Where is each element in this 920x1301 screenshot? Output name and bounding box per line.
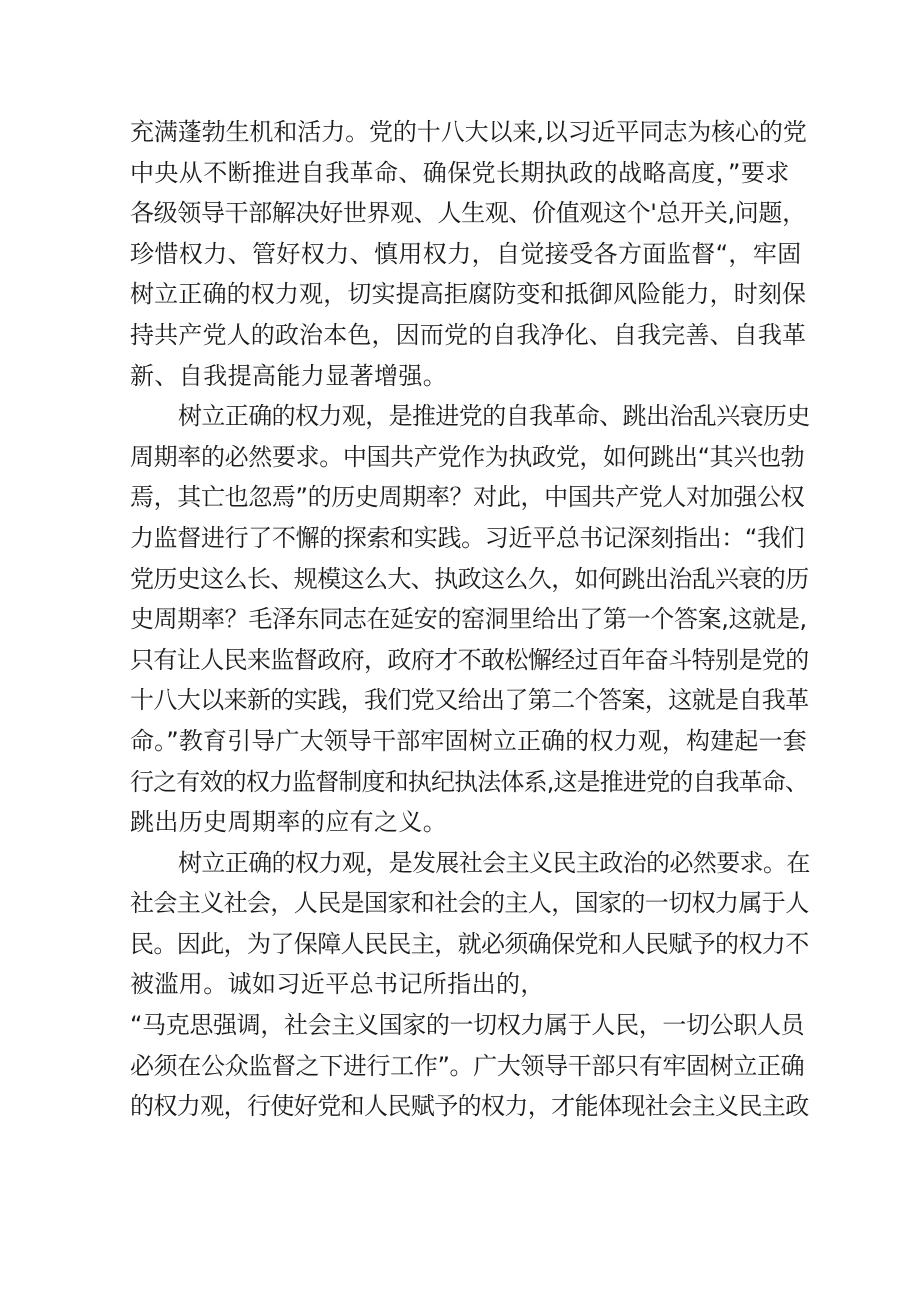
text-line: 十八大以来新的实践，我们党又给出了第二个答案，这就是自我革 xyxy=(130,686,809,715)
paragraph-2 xyxy=(130,396,810,843)
text-line: 行之有效的权力监督制度和执纪执法体系,这是推进党的自我革命、 xyxy=(130,767,809,796)
text-line: 树立正确的权力观，切实提高拒腐防变和抵御风险能力，时刻保 xyxy=(130,280,807,309)
text-line: 中央从不断推进自我革命、确保党长期执政的战略高度，”要求 xyxy=(130,158,790,187)
text-line: 力监督进行了不懈的探索和实践。习近平总书记深刻指出：“我们 xyxy=(130,523,805,552)
text-line: 必须在公众监督之下进行工作”。广大领导干部只有牢固树立正确 xyxy=(130,1051,805,1080)
text-line: 命。”教育引导广大领导干部牢固树立正确的权力观，构建起一套 xyxy=(130,726,807,755)
text-line: 各级领导干部解决好世界观、人生观、价值观这个'总开关,问题， xyxy=(130,199,806,228)
text-line: 充满蓬勃生机和活力。党的十八大以来,以习近平同志为核心的党 xyxy=(130,118,807,146)
text-line: 树立正确的权力观，是推进党的自我革命、跳出治乱兴衰历史 xyxy=(178,402,810,431)
text-line: “马克思强调，社会主义国家的一切权力属于人民，一切公职人员 xyxy=(130,1011,805,1040)
text-line: 跳出历史周期率的应有之义。 xyxy=(130,808,448,837)
text-line: 党历史这么长、规模这么大、执政这么久，如何跳出治乱兴衰的历 xyxy=(130,564,809,593)
text-line: 只有让人民来监督政府，政府才不敢松懈经过百年奋斗特别是党的 xyxy=(130,645,809,674)
paragraph-3 xyxy=(130,843,810,1127)
text-line: 周期率的必然要求。中国共产党作为执政党，如何跳出“其兴也勃 xyxy=(130,442,805,471)
text-line: 被滥用。诚如习近平总书记所指出的， xyxy=(130,970,545,999)
text-line: 珍惜权力、管好权力、慎用权力，自觉接受各方面监督“，牢固 xyxy=(130,239,802,268)
text-line: 树立正确的权力观，是发展社会主义民主政治的必然要求。在 xyxy=(178,848,810,877)
body-text xyxy=(130,112,810,1127)
text-line: 的权力观，行使好党和人民赋予的权力，才能体现社会主义民主政 xyxy=(130,1092,809,1121)
text-line: 社会主义社会，人民是国家和社会的主人，国家的一切权力属于人 xyxy=(130,889,809,918)
text-line: 史周期率？毛泽东同志在延安的窑洞里给出了第一个答案,这就是, xyxy=(130,605,807,634)
text-line: 焉，其亡也忽焉”的历史周期率？对此，中国共产党人对加强公权 xyxy=(130,483,805,512)
text-line: 民。因此，为了保障人民民主，就必须确保党和人民赋予的权力不 xyxy=(130,929,809,958)
text-line: 持共产党人的政治本色，因而党的自我净化、自我完善、自我革 xyxy=(130,320,807,349)
text-line: 新、自我提高能力显著增强。 xyxy=(130,361,448,390)
paragraph-1 xyxy=(130,112,810,396)
